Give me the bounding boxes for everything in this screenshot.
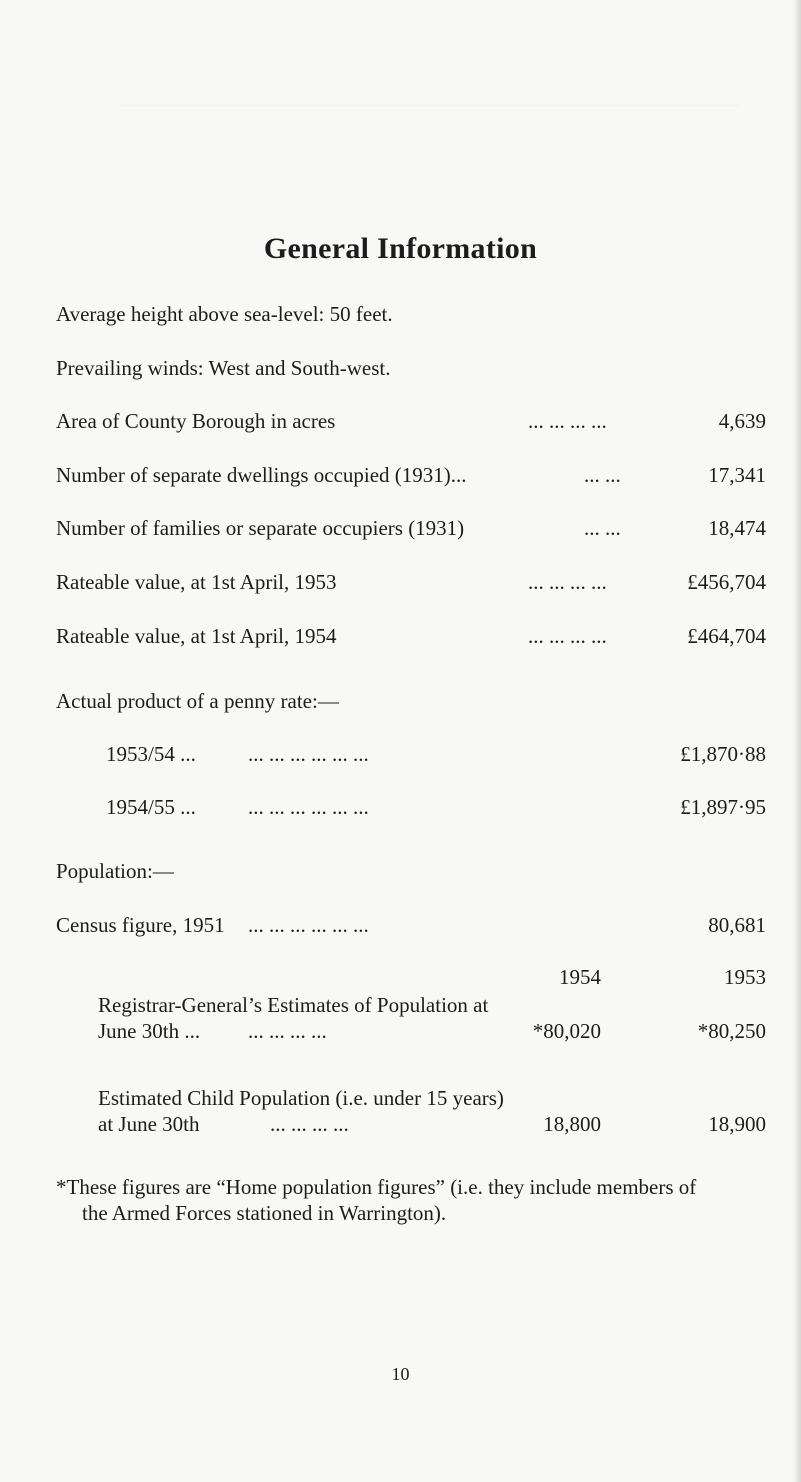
registrar-label-line2: June 30th ...	[98, 1019, 201, 1043]
row-leader-dots: ... ...	[584, 516, 621, 540]
height-line: Average height above sea-level: 50 feet.	[56, 302, 393, 326]
child-label-line1: Estimated Child Population (i.e. under 15 years)	[98, 1086, 504, 1110]
page-number: 10	[391, 1364, 410, 1384]
registrar-value-1954: *80,020	[532, 1019, 601, 1043]
registrar-value-1953: *80,250	[697, 1019, 766, 1043]
child-value-1954: 18,800	[543, 1112, 601, 1136]
row-leader-dots: ... ... ... ... ... ...	[248, 913, 369, 937]
registrar-label-line1: Registrar-General’s Estimates of Population at	[98, 993, 489, 1017]
row-value: £456,704	[687, 570, 766, 594]
row-value: 18,474	[708, 516, 766, 540]
census-label: Census figure, 1951	[56, 913, 225, 937]
row-leader-dots: ... ...	[584, 463, 621, 487]
child-value-1953: 18,900	[708, 1112, 766, 1136]
row-leader-dots: ... ... ... ... ... ...	[248, 742, 369, 766]
row-label: Area of County Borough in acres	[56, 409, 336, 433]
page-edge-shadow	[793, 0, 801, 1482]
row-leader-dots: ... ... ... ...	[248, 1019, 327, 1043]
row-value: 17,341	[708, 463, 766, 487]
census-value: 80,681	[708, 913, 766, 937]
penny-rate-value: £1,897·95	[680, 795, 766, 819]
penny-rate-year: 1954/55 ...	[106, 795, 196, 819]
row-label: Rateable value, at 1st April, 1954	[56, 624, 337, 648]
footnote-line2: the Armed Forces stationed in Warrington).	[82, 1201, 447, 1225]
penny-rate-year: 1953/54 ...	[106, 742, 196, 766]
row-label: Number of separate dwellings occupied (1931)...	[56, 463, 467, 487]
column-year-1953: 1953	[724, 965, 766, 989]
penny-rate-heading: Actual product of a penny rate:—	[56, 689, 339, 713]
penny-rate-value: £1,870·88	[680, 742, 766, 766]
bleed-through-shadow	[120, 105, 740, 146]
column-year-1954: 1954	[559, 965, 601, 989]
page-title: General Information	[263, 232, 538, 265]
row-label: Number of families or separate occupiers (1931)	[56, 516, 465, 540]
child-label-line2: at June 30th	[98, 1112, 200, 1136]
row-value: 4,639	[718, 409, 766, 433]
row-leader-dots: ... ... ... ...	[528, 570, 607, 594]
row-leader-dots: ... ... ... ...	[270, 1112, 349, 1136]
population-heading: Population:—	[56, 859, 174, 883]
row-label: Rateable value, at 1st April, 1953	[56, 570, 337, 594]
footnote-line1: *These figures are “Home population figures” (i.e. they include members of	[56, 1175, 697, 1199]
row-leader-dots: ... ... ... ... ... ...	[248, 795, 369, 819]
row-leader-dots: ... ... ... ...	[528, 624, 607, 648]
row-leader-dots: ... ... ... ...	[528, 409, 607, 433]
winds-line: Prevailing winds: West and South-west.	[56, 356, 391, 380]
row-value: £464,704	[687, 624, 766, 648]
